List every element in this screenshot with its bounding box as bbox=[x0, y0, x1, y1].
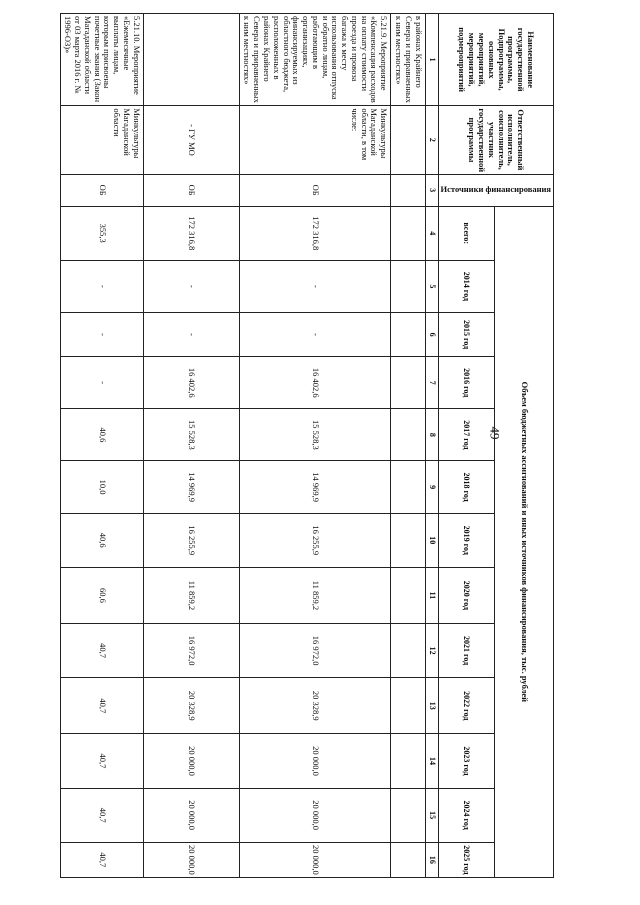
header-year: 2020 год bbox=[438, 567, 495, 623]
row-executor-cell bbox=[391, 106, 425, 174]
column-number: 2 bbox=[425, 106, 438, 174]
row-value-cell bbox=[391, 513, 425, 567]
header-year: 2019 год bbox=[438, 513, 495, 567]
header-name: Наименование государственной программы, Подпрограммы, основных мероприятий, мероприятий, подмероприятий bbox=[438, 14, 553, 106]
column-number: 4 bbox=[425, 206, 438, 260]
table-row bbox=[143, 14, 239, 878]
header-year: 2023 год bbox=[438, 734, 495, 788]
header-year: 2015 год bbox=[438, 313, 495, 357]
column-number: 12 bbox=[425, 624, 438, 678]
financing-table bbox=[60, 13, 554, 878]
row-value-cell: - bbox=[60, 260, 143, 312]
row-value-cell: 20 000,0 bbox=[143, 842, 239, 877]
row-executor-cell: Минкультуры Магаданской области, в том числе: bbox=[239, 106, 390, 174]
row-value-cell: 16 402,6 bbox=[239, 357, 390, 409]
row-value-cell: 15 528,3 bbox=[143, 409, 239, 461]
header-financing-group: Объем бюджетных ассигнований и иных источников финансирования, тыс. рублей bbox=[495, 206, 554, 877]
row-value-cell: 20 000,0 bbox=[143, 734, 239, 788]
row-value-cell: 20 000,0 bbox=[143, 788, 239, 842]
row-value-cell: 10,0 bbox=[60, 461, 143, 513]
header-year: 2022 год bbox=[438, 678, 495, 734]
row-value-cell: 14 969,9 bbox=[239, 461, 390, 513]
row-value-cell: 40,7 bbox=[60, 624, 143, 678]
column-number: 5 bbox=[425, 260, 438, 312]
rotated-table-container bbox=[64, 13, 554, 878]
row-name-cell: 5.21.9. Мероприятие «Компенсация расходов на оплату стоимости проезда и провоза багажа к месту использования отпуска и обратно лицам, работающим в организациях, финансируемых из областного бюджета, расположенных в районах Крайнего Севера и приравненных к ним местностях» bbox=[239, 14, 390, 106]
row-value-cell bbox=[391, 678, 425, 734]
row-value-cell: 16 255,9 bbox=[239, 513, 390, 567]
row-value-cell: 60,6 bbox=[60, 567, 143, 623]
row-value-cell bbox=[391, 624, 425, 678]
row-source-cell: ОБ bbox=[60, 174, 143, 206]
row-value-cell: - bbox=[60, 313, 143, 357]
page-number: 49 bbox=[487, 426, 503, 440]
row-value-cell bbox=[391, 313, 425, 357]
row-value-cell: 172 316,8 bbox=[143, 206, 239, 260]
column-number: 8 bbox=[425, 409, 438, 461]
row-value-cell bbox=[391, 260, 425, 312]
row-executor-cell: - ГУ МО bbox=[143, 106, 239, 174]
header-source: Источники финансирования bbox=[438, 174, 553, 206]
row-value-cell bbox=[391, 357, 425, 409]
row-value-cell: 40,7 bbox=[60, 678, 143, 734]
header-year: 2018 год bbox=[438, 461, 495, 513]
header-year: 2017 год bbox=[438, 409, 495, 461]
header-year: 2021 год bbox=[438, 624, 495, 678]
row-value-cell: - bbox=[143, 260, 239, 312]
column-number: 7 bbox=[425, 357, 438, 409]
row-name-cell bbox=[143, 14, 239, 106]
row-name-cell: 5.21.10. Мероприятие «Ежемесячные выплаты лицам, которым присвоены почетные звания (Закон Магаданской области от 03 марта 2016 г. № 1996-ОЗ)» bbox=[60, 14, 143, 106]
row-value-cell: 16 255,9 bbox=[143, 513, 239, 567]
row-value-cell bbox=[391, 567, 425, 623]
row-value-cell: 11 859,2 bbox=[239, 567, 390, 623]
column-number: 11 bbox=[425, 567, 438, 623]
row-value-cell: 16 972,0 bbox=[239, 624, 390, 678]
row-value-cell: 16 402,6 bbox=[143, 357, 239, 409]
row-source-cell bbox=[391, 174, 425, 206]
row-value-cell: - bbox=[143, 313, 239, 357]
table-row bbox=[60, 14, 143, 878]
header-year: 2014 год bbox=[438, 260, 495, 312]
row-value-cell bbox=[391, 734, 425, 788]
row-source-cell: ОБ bbox=[239, 174, 390, 206]
row-value-cell: 15 528,3 bbox=[239, 409, 390, 461]
column-number: 1 bbox=[425, 14, 438, 106]
row-value-cell: 355,3 bbox=[60, 206, 143, 260]
row-value-cell: 20 000,0 bbox=[239, 734, 390, 788]
row-source-cell: ОБ bbox=[143, 174, 239, 206]
row-value-cell: 40,7 bbox=[60, 788, 143, 842]
row-value-cell bbox=[391, 788, 425, 842]
row-value-cell: 40,6 bbox=[60, 409, 143, 461]
row-value-cell: 40,6 bbox=[60, 513, 143, 567]
row-value-cell: 14 969,9 bbox=[143, 461, 239, 513]
column-number: 13 bbox=[425, 678, 438, 734]
row-value-cell bbox=[391, 206, 425, 260]
row-value-cell: - bbox=[239, 313, 390, 357]
row-value-cell: 20 328,9 bbox=[239, 678, 390, 734]
row-value-cell: - bbox=[60, 357, 143, 409]
row-value-cell: 40,7 bbox=[60, 734, 143, 788]
table-body bbox=[60, 14, 425, 878]
row-value-cell: 40,7 bbox=[60, 842, 143, 877]
row-value-cell: 20 328,9 bbox=[143, 678, 239, 734]
row-value-cell bbox=[391, 842, 425, 877]
row-executor-cell: Минкультуры Магаданской области bbox=[60, 106, 143, 174]
table-row bbox=[239, 14, 390, 878]
row-value-cell: 20 000,0 bbox=[239, 788, 390, 842]
column-number: 14 bbox=[425, 734, 438, 788]
header-year: всего: bbox=[438, 206, 495, 260]
column-number: 9 bbox=[425, 461, 438, 513]
row-value-cell: 11 859,2 bbox=[143, 567, 239, 623]
header-executor: Ответственный исполнитель, соисполнитель, участник государственной программы bbox=[438, 106, 553, 174]
header-year: 2024 год bbox=[438, 788, 495, 842]
row-name-cell: в районах Крайнего Севера и приравненных к ним местностях» bbox=[391, 14, 425, 106]
column-number: 6 bbox=[425, 313, 438, 357]
header-year: 2016 год bbox=[438, 357, 495, 409]
column-number: 15 bbox=[425, 788, 438, 842]
column-number: 3 bbox=[425, 174, 438, 206]
row-value-cell: 172 316,8 bbox=[239, 206, 390, 260]
row-value-cell: 16 972,0 bbox=[143, 624, 239, 678]
header-year: 2025 год bbox=[438, 842, 495, 877]
column-numbers-row bbox=[425, 14, 438, 878]
column-number: 16 bbox=[425, 842, 438, 877]
column-number: 10 bbox=[425, 513, 438, 567]
table-row bbox=[391, 14, 425, 878]
row-value-cell bbox=[391, 461, 425, 513]
row-value-cell: - bbox=[239, 260, 390, 312]
row-value-cell bbox=[391, 409, 425, 461]
row-value-cell: 20 000,0 bbox=[239, 842, 390, 877]
